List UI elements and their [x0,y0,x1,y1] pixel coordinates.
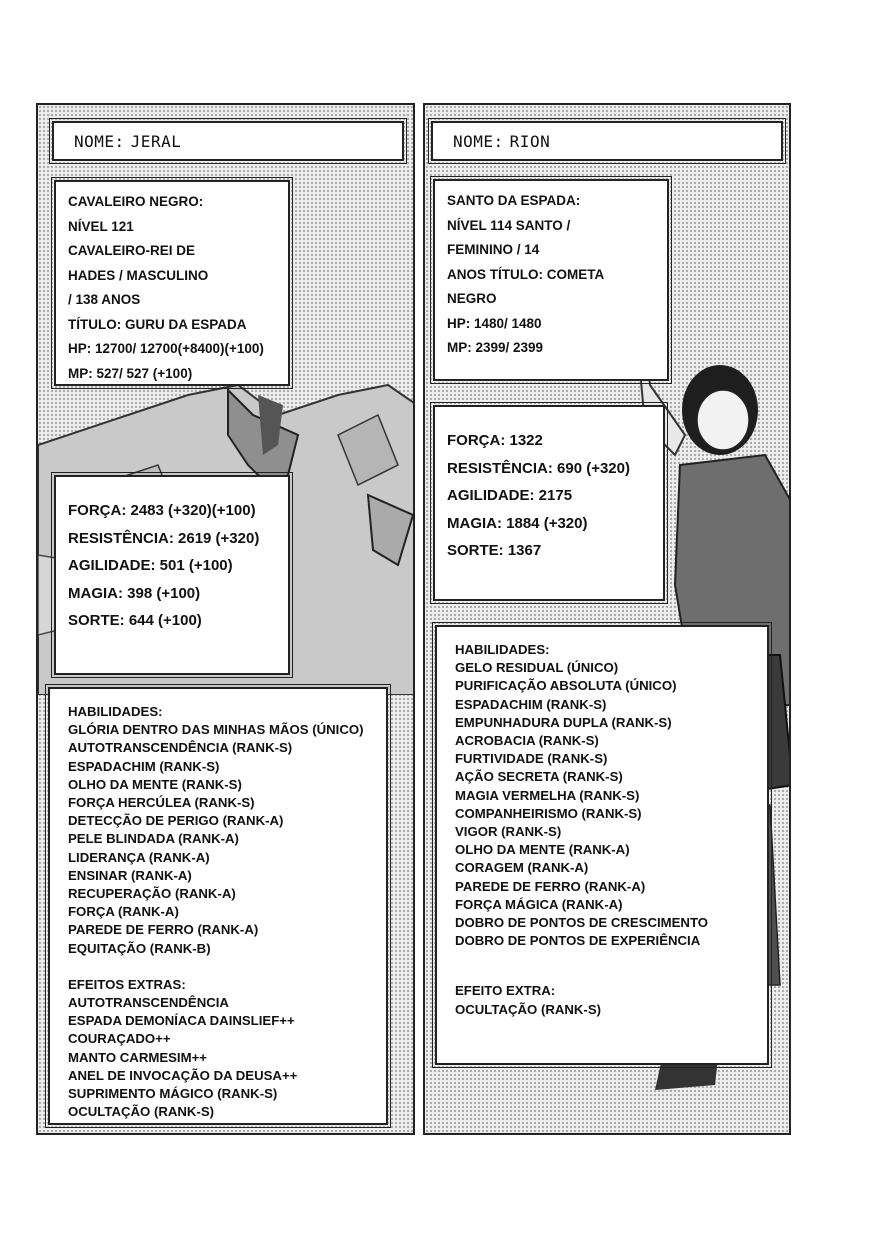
jeral-mp: MP: 527/ 527 (+100) [68,365,193,381]
jeral-skills-heading: HABILIDADES: [68,704,163,719]
rion-name-label: NOME: [453,131,504,151]
rion-stat-luck: SORTE: 1367 [447,542,542,559]
rion-panel [423,103,791,1135]
rion-level: NÍVEL 114 SANTO / [447,217,571,233]
skill-item: ACROBACIA (RANK-S) [455,733,599,749]
jeral-title: TÍTULO: GURU DA ESPADA [68,316,247,332]
rion-name-box [431,121,783,161]
skill-item: CORAGEM (RANK-A) [455,860,589,876]
effect-item: SUPRIMENTO MÁGICO (RANK-S) [68,1086,278,1102]
jeral-skills-box [48,687,388,1125]
jeral-effects-heading: EFEITOS EXTRAS: [68,976,186,992]
skill-item: FORÇA MÁGICA (RANK-A) [455,896,623,912]
skill-item: COMPANHEIRISMO (RANK-S) [455,805,642,821]
skill-item: MAGIA VERMELHA (RANK-S) [455,787,640,803]
rion-stat-strength: FORÇA: 1322 [447,432,543,449]
skill-item: PURIFICAÇÃO ABSOLUTA (ÚNICO) [455,678,677,694]
skill-item: ENSINAR (RANK-A) [68,867,192,883]
skill-item: DOBRO DE PONTOS DE CRESCIMENTO [455,915,709,931]
rion-hp: HP: 1480/ 1480 [447,315,542,331]
skill-item: EQUITAÇÃO (RANK-B) [68,940,211,956]
skill-item: AUTOTRANSCENDÊNCIA (RANK-S) [68,740,293,756]
rion-stat-magic: MAGIA: 1884 (+320) [447,514,588,532]
jeral-panel [36,103,415,1135]
skill-item: FORÇA (RANK-A) [68,904,179,920]
skill-item: PAREDE DE FERRO (RANK-A) [68,922,259,938]
jeral-info-line: CAVALEIRO-REI DE [68,243,196,258]
rion-stat-agility: AGILIDADE: 2175 [447,487,573,504]
skill-item: OLHO DA MENTE (RANK-S) [68,776,242,792]
effect-item: MANTO CARMESIM++ [68,1049,207,1065]
rion-mp: MP: 2399/ 2399 [447,340,544,355]
skill-item: PELE BLINDADA (RANK-A) [68,831,239,847]
effect-item: COURAÇADO++ [68,1031,171,1047]
rion-stats-box [433,405,665,601]
effect-item: OCULTAÇÃO (RANK-S) [68,1104,215,1120]
rion-info-line: FEMININO / 14 [447,242,540,257]
skill-item: FURTIVIDADE (RANK-S) [455,751,608,767]
jeral-stat-magic: MAGIA: 398 (+100) [68,584,201,602]
rion-info-box [433,179,669,381]
skill-item: DETECÇÃO DE PERIGO (RANK-A) [68,813,284,829]
skill-item: OLHO DA MENTE (RANK-A) [455,842,630,858]
skill-item: PAREDE DE FERRO (RANK-A) [455,878,646,894]
skill-item: GLÓRIA DENTRO DAS MINHAS MÃOS (ÚNICO) [68,722,364,738]
skill-item: DOBRO DE PONTOS DE EXPERIÊNCIA [455,933,701,949]
jeral-name-label: NOME: [74,131,125,151]
jeral-name-box [52,121,404,161]
skill-item: ESPADACHIM (RANK-S) [68,758,220,774]
jeral-hp: HP: 12700/ 12700(+8400)(+100) [68,341,264,356]
effect-item: OCULTAÇÃO (RANK-S) [455,1001,602,1017]
skill-item: VIGOR (RANK-S) [455,824,562,840]
effect-item: ESPADA DEMONÍACA DAINSLIEF++ [68,1013,295,1029]
skill-item: EMPUNHADURA DUPLA (RANK-S) [455,714,672,730]
rion-title: ANOS TÍTULO: COMETA [447,266,605,282]
rion-info-line: NEGRO [447,291,497,306]
jeral-stat-agility: AGILIDADE: 501 (+100) [68,557,233,574]
rion-name-value: RION [509,131,551,151]
jeral-stats-box [54,475,290,675]
jeral-name-value: JERAL [130,131,182,151]
jeral-stat-resistance: RESISTÊNCIA: 2619 (+320) [68,529,260,547]
jeral-age: / 138 ANOS [68,292,141,307]
jeral-level: NÍVEL 121 [68,218,134,234]
skill-item: ESPADACHIM (RANK-S) [455,696,607,712]
jeral-info-line: HADES / MASCULINO [68,267,209,283]
rion-class: SANTO DA ESPADA: [447,193,581,208]
jeral-stat-strength: FORÇA: 2483 (+320)(+100) [68,502,256,519]
effect-item: AUTOTRANSCENDÊNCIA [68,995,229,1011]
skill-item: LIDERANÇA (RANK-A) [68,849,210,865]
effect-item: ANEL DE INVOCAÇÃO DA DEUSA++ [68,1067,298,1083]
jeral-stat-luck: SORTE: 644 (+100) [68,612,202,629]
skill-item: FORÇA HERCÚLEA (RANK-S) [68,795,255,811]
rion-stat-resistance: RESISTÊNCIA: 690 (+320) [447,459,630,477]
jeral-class: CAVALEIRO NEGRO: [68,194,204,209]
skill-item: AÇÃO SECRETA (RANK-S) [455,769,623,785]
skill-item: GELO RESIDUAL (ÚNICO) [455,660,619,676]
jeral-info-box [54,180,290,386]
rion-effects-heading: EFEITO EXTRA: [455,983,556,999]
rion-skills-box [435,625,769,1065]
rion-skills-heading: HABILIDADES: [455,642,550,657]
skill-item: RECUPERAÇÃO (RANK-A) [68,886,236,902]
